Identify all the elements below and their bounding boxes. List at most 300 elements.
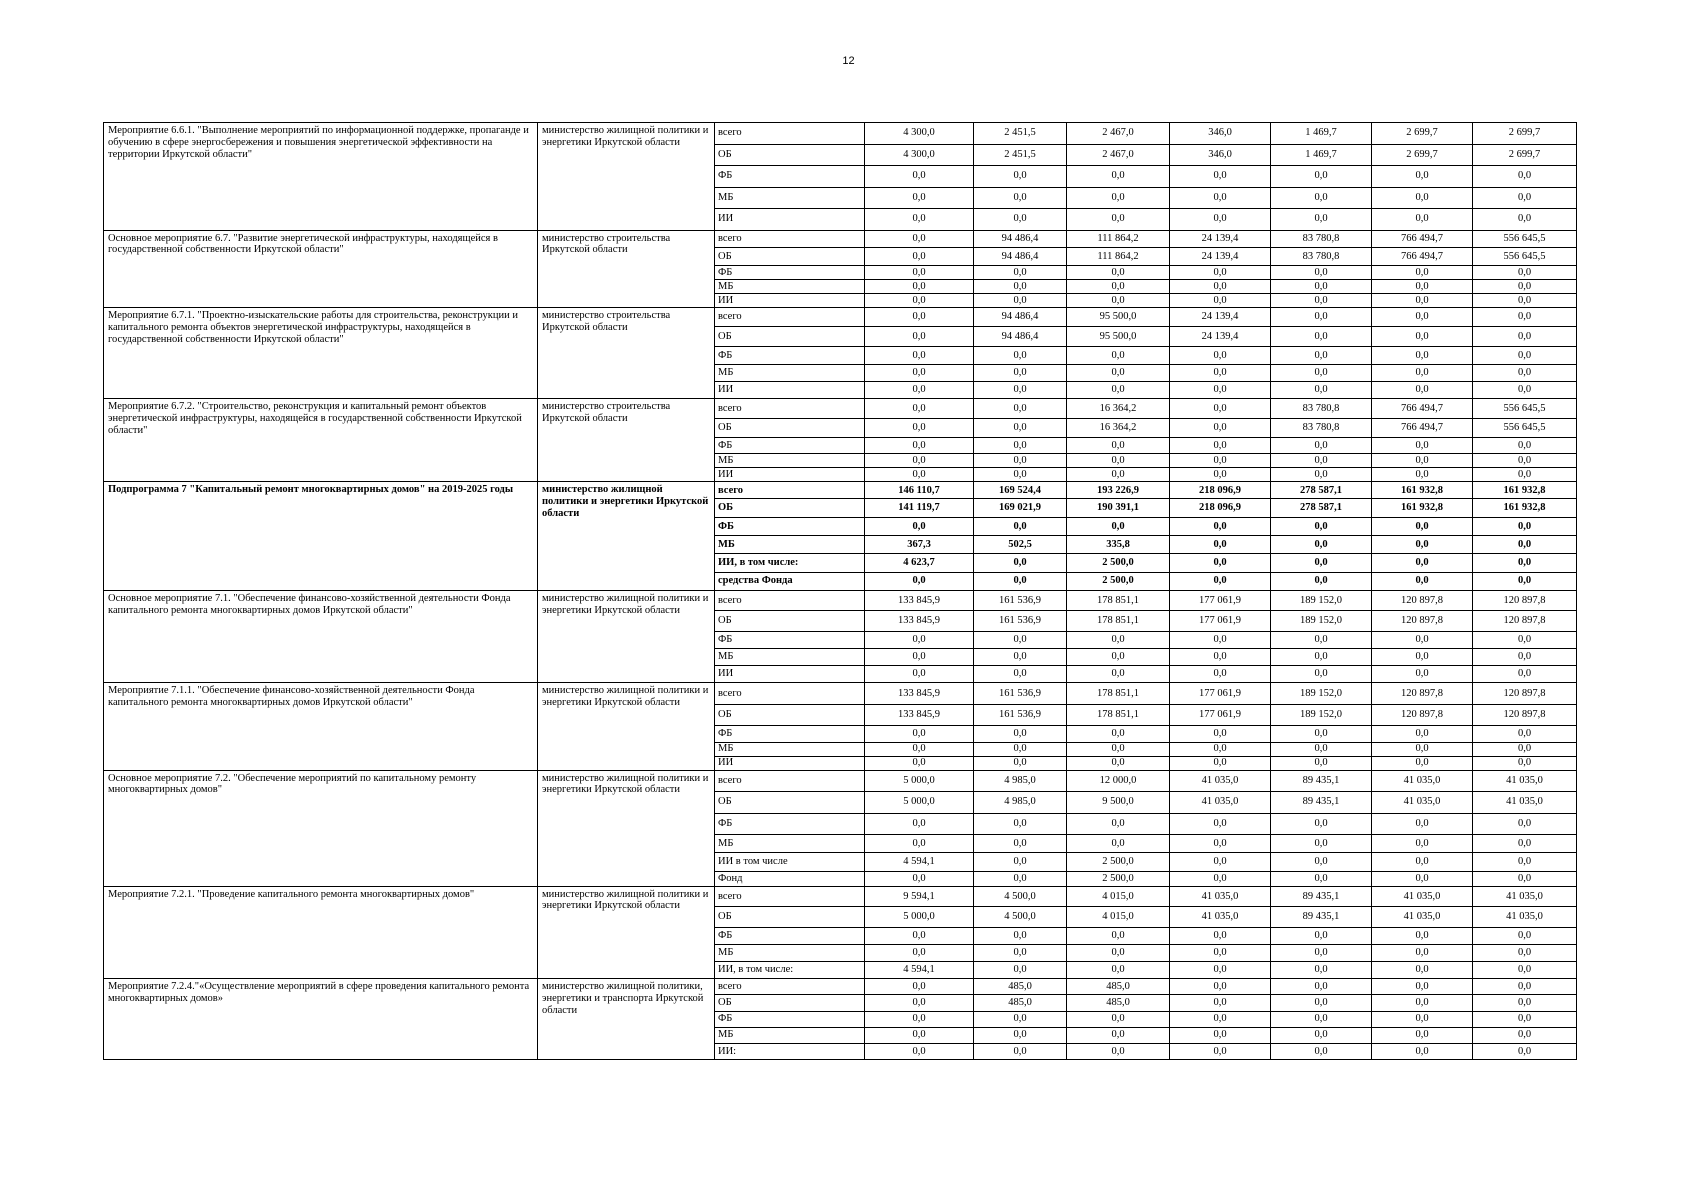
table-group: [104, 123, 1577, 231]
amount-cell: 0,0: [1473, 554, 1577, 572]
amount-cell: 0,0: [1170, 1043, 1271, 1059]
amount-cell: 41 035,0: [1473, 770, 1577, 792]
amount-cell: 218 096,9: [1170, 499, 1271, 517]
amount-cell: 0,0: [974, 266, 1067, 280]
amount-cell: 0,0: [1067, 346, 1170, 364]
funding-source: МБ: [715, 536, 865, 554]
amount-cell: 0,0: [1170, 813, 1271, 835]
amount-cell: 0,0: [1372, 517, 1473, 535]
funding-source: МБ: [715, 944, 865, 961]
amount-cell: 556 645,5: [1473, 230, 1577, 247]
funding-source: ОБ: [715, 144, 865, 166]
amount-cell: 485,0: [1067, 995, 1170, 1011]
amount-cell: 0,0: [1372, 382, 1473, 399]
funding-source: ФБ: [715, 517, 865, 535]
amount-cell: 41 035,0: [1473, 792, 1577, 814]
amount-cell: 193 226,9: [1067, 482, 1170, 499]
amount-cell: 0,0: [1170, 1027, 1271, 1043]
amount-cell: 4 500,0: [974, 907, 1067, 927]
funding-source: всего: [715, 886, 865, 906]
amount-cell: 0,0: [1170, 418, 1271, 437]
amount-cell: 0,0: [1170, 944, 1271, 961]
amount-cell: 0,0: [1271, 187, 1372, 209]
amount-cell: 0,0: [1067, 1011, 1170, 1027]
amount-cell: 0,0: [974, 294, 1067, 308]
amount-cell: 169 524,4: [974, 482, 1067, 499]
table-group: [104, 683, 1577, 770]
amount-cell: 0,0: [1473, 853, 1577, 871]
table-row: [104, 770, 1577, 792]
amount-cell: 0,0: [1170, 365, 1271, 382]
amount-cell: 0,0: [1372, 365, 1473, 382]
amount-cell: 0,0: [1067, 726, 1170, 742]
amount-cell: 0,0: [974, 649, 1067, 666]
amount-cell: 0,0: [1170, 572, 1271, 590]
amount-cell: 0,0: [1067, 517, 1170, 535]
amount-cell: 0,0: [1271, 572, 1372, 590]
amount-cell: 41 035,0: [1372, 886, 1473, 906]
amount-cell: 0,0: [1271, 853, 1372, 871]
amount-cell: 0,0: [974, 944, 1067, 961]
amount-cell: 0,0: [1271, 468, 1372, 482]
amount-cell: 0,0: [865, 209, 974, 231]
funding-source: всего: [715, 123, 865, 145]
amount-cell: 0,0: [1170, 517, 1271, 535]
amount-cell: 0,0: [1170, 209, 1271, 231]
amount-cell: 0,0: [1473, 927, 1577, 944]
amount-cell: 0,0: [1067, 280, 1170, 294]
amount-cell: 0,0: [1473, 1043, 1577, 1059]
amount-cell: 0,0: [1067, 438, 1170, 454]
amount-cell: 0,0: [1067, 468, 1170, 482]
amount-cell: 0,0: [865, 649, 974, 666]
amount-cell: 0,0: [1372, 468, 1473, 482]
funding-source: Фонд: [715, 871, 865, 886]
amount-cell: 2 500,0: [1067, 554, 1170, 572]
amount-cell: 0,0: [865, 365, 974, 382]
amount-cell: 0,0: [1067, 944, 1170, 961]
amount-cell: 4 594,1: [865, 853, 974, 871]
amount-cell: 0,0: [865, 742, 974, 756]
amount-cell: 161 932,8: [1473, 482, 1577, 499]
amount-cell: 0,0: [865, 266, 974, 280]
amount-cell: 0,0: [1473, 365, 1577, 382]
amount-cell: 0,0: [1271, 1027, 1372, 1043]
funding-source: ФБ: [715, 166, 865, 188]
amount-cell: 556 645,5: [1473, 399, 1577, 418]
table-row: [104, 308, 1577, 327]
funding-source: ИИ: [715, 468, 865, 482]
amount-cell: 0,0: [865, 572, 974, 590]
amount-cell: 0,0: [1271, 979, 1372, 995]
amount-cell: 556 645,5: [1473, 418, 1577, 437]
amount-cell: 161 536,9: [974, 590, 1067, 610]
table-row: [104, 123, 1577, 145]
responsible-org: министерство строительства Иркутской области: [538, 308, 715, 399]
amount-cell: 335,8: [1067, 536, 1170, 554]
amount-cell: 0,0: [1271, 666, 1372, 683]
measure-title: Подпрограмма 7 "Капитальный ремонт многоквартирных домов" на 2019-2025 годы: [104, 482, 538, 591]
amount-cell: 0,0: [865, 979, 974, 995]
responsible-org: министерство жилищной политики, энергетики и транспорта Иркутской области: [538, 979, 715, 1060]
amount-cell: 0,0: [974, 962, 1067, 979]
amount-cell: 0,0: [1271, 382, 1372, 399]
amount-cell: 89 435,1: [1271, 792, 1372, 814]
amount-cell: 0,0: [1170, 979, 1271, 995]
amount-cell: 133 845,9: [865, 590, 974, 610]
funding-source: всего: [715, 399, 865, 418]
amount-cell: 89 435,1: [1271, 907, 1372, 927]
amount-cell: 0,0: [1372, 813, 1473, 835]
amount-cell: 0,0: [1372, 995, 1473, 1011]
amount-cell: 0,0: [1372, 554, 1473, 572]
amount-cell: 1 469,7: [1271, 123, 1372, 145]
amount-cell: 0,0: [1170, 536, 1271, 554]
funding-source: ИИ: [715, 666, 865, 683]
amount-cell: 0,0: [1271, 438, 1372, 454]
amount-cell: 0,0: [865, 346, 974, 364]
amount-cell: 0,0: [1473, 536, 1577, 554]
amount-cell: 0,0: [1170, 871, 1271, 886]
amount-cell: 0,0: [1170, 666, 1271, 683]
amount-cell: 178 851,1: [1067, 683, 1170, 705]
funding-source: средства Фонда: [715, 572, 865, 590]
amount-cell: 0,0: [974, 554, 1067, 572]
amount-cell: 9 594,1: [865, 886, 974, 906]
amount-cell: 0,0: [865, 247, 974, 265]
amount-cell: 0,0: [865, 454, 974, 468]
amount-cell: 2 699,7: [1473, 123, 1577, 145]
amount-cell: 0,0: [865, 726, 974, 742]
funding-source: ФБ: [715, 266, 865, 280]
amount-cell: 0,0: [1372, 572, 1473, 590]
amount-cell: 41 035,0: [1170, 770, 1271, 792]
amount-cell: 0,0: [865, 1043, 974, 1059]
amount-cell: 41 035,0: [1170, 792, 1271, 814]
amount-cell: 94 486,4: [974, 247, 1067, 265]
funding-source: МБ: [715, 1027, 865, 1043]
amount-cell: 0,0: [1067, 962, 1170, 979]
amount-cell: 0,0: [1372, 1043, 1473, 1059]
amount-cell: 0,0: [1473, 756, 1577, 770]
amount-cell: 278 587,1: [1271, 499, 1372, 517]
amount-cell: 0,0: [974, 187, 1067, 209]
amount-cell: 0,0: [1473, 327, 1577, 346]
responsible-org: министерство жилищной политики и энергетики Иркутской области: [538, 482, 715, 591]
amount-cell: 0,0: [1372, 280, 1473, 294]
amount-cell: 0,0: [865, 944, 974, 961]
responsible-org: министерство жилищной политики и энергетики Иркутской области: [538, 590, 715, 683]
amount-cell: 83 780,8: [1271, 247, 1372, 265]
funding-source: ФБ: [715, 726, 865, 742]
amount-cell: 12 000,0: [1067, 770, 1170, 792]
amount-cell: 0,0: [974, 631, 1067, 648]
amount-cell: 4 015,0: [1067, 886, 1170, 906]
amount-cell: 2 451,5: [974, 144, 1067, 166]
amount-cell: 0,0: [865, 382, 974, 399]
funding-source: МБ: [715, 649, 865, 666]
amount-cell: 0,0: [1372, 1027, 1473, 1043]
amount-cell: 83 780,8: [1271, 230, 1372, 247]
amount-cell: 189 152,0: [1271, 611, 1372, 631]
amount-cell: 0,0: [1372, 726, 1473, 742]
amount-cell: 0,0: [974, 853, 1067, 871]
amount-cell: 0,0: [1271, 871, 1372, 886]
measure-title: Основное мероприятие 6.7. "Развитие энергетической инфраструктуры, находящейся в государственной собственности Иркутской области": [104, 230, 538, 307]
amount-cell: 24 139,4: [1170, 247, 1271, 265]
amount-cell: 177 061,9: [1170, 611, 1271, 631]
amount-cell: 161 536,9: [974, 704, 1067, 726]
funding-source: всего: [715, 979, 865, 995]
responsible-org: министерство жилищной политики и энергетики Иркутской области: [538, 770, 715, 886]
amount-cell: 0,0: [1473, 468, 1577, 482]
amount-cell: 0,0: [1067, 666, 1170, 683]
measure-title: Мероприятие 6.6.1. "Выполнение мероприятий по информационной поддержке, пропаганде и обучению в сфере энергосбережения и повышения энергетической эффективности на территории Иркутской области": [104, 123, 538, 231]
amount-cell: 0,0: [1271, 649, 1372, 666]
table-group: [104, 770, 1577, 886]
amount-cell: 177 061,9: [1170, 704, 1271, 726]
amount-cell: 0,0: [1473, 280, 1577, 294]
funding-source: ОБ: [715, 704, 865, 726]
funding-source: МБ: [715, 187, 865, 209]
amount-cell: 0,0: [1372, 944, 1473, 961]
amount-cell: 133 845,9: [865, 704, 974, 726]
funding-source: всего: [715, 308, 865, 327]
amount-cell: 0,0: [1372, 308, 1473, 327]
amount-cell: 0,0: [865, 1011, 974, 1027]
amount-cell: 0,0: [1170, 835, 1271, 853]
amount-cell: 0,0: [974, 835, 1067, 853]
amount-cell: 0,0: [1372, 327, 1473, 346]
amount-cell: 0,0: [1067, 209, 1170, 231]
amount-cell: 0,0: [1372, 853, 1473, 871]
amount-cell: 0,0: [1170, 927, 1271, 944]
amount-cell: 0,0: [1271, 944, 1372, 961]
funding-source: ФБ: [715, 1011, 865, 1027]
budget-table: [103, 122, 1577, 1060]
amount-cell: 4 623,7: [865, 554, 974, 572]
amount-cell: 161 536,9: [974, 683, 1067, 705]
funding-source: ОБ: [715, 792, 865, 814]
amount-cell: 0,0: [1271, 813, 1372, 835]
amount-cell: 0,0: [974, 382, 1067, 399]
amount-cell: 0,0: [1372, 187, 1473, 209]
amount-cell: 0,0: [865, 230, 974, 247]
amount-cell: 89 435,1: [1271, 770, 1372, 792]
amount-cell: 4 300,0: [865, 123, 974, 145]
amount-cell: 0,0: [974, 438, 1067, 454]
amount-cell: 0,0: [865, 187, 974, 209]
funding-source: всего: [715, 683, 865, 705]
amount-cell: 161 932,8: [1372, 499, 1473, 517]
amount-cell: 0,0: [1271, 742, 1372, 756]
amount-cell: 0,0: [1271, 726, 1372, 742]
table-row: [104, 886, 1577, 906]
amount-cell: 0,0: [1473, 1027, 1577, 1043]
amount-cell: 0,0: [865, 927, 974, 944]
amount-cell: 0,0: [1473, 572, 1577, 590]
amount-cell: 0,0: [1271, 756, 1372, 770]
amount-cell: 0,0: [1170, 346, 1271, 364]
amount-cell: 2 699,7: [1372, 144, 1473, 166]
responsible-org: министерство жилищной политики и энергетики Иркутской области: [538, 886, 715, 979]
amount-cell: 120 897,8: [1372, 590, 1473, 610]
amount-cell: 0,0: [865, 438, 974, 454]
amount-cell: 0,0: [1473, 187, 1577, 209]
amount-cell: 766 494,7: [1372, 418, 1473, 437]
funding-source: ИИ, в том числе:: [715, 554, 865, 572]
table-row: [104, 230, 1577, 247]
amount-cell: 0,0: [1271, 835, 1372, 853]
amount-cell: 556 645,5: [1473, 247, 1577, 265]
amount-cell: 41 035,0: [1372, 792, 1473, 814]
amount-cell: 0,0: [1170, 853, 1271, 871]
amount-cell: 0,0: [974, 1011, 1067, 1027]
funding-source: всего: [715, 770, 865, 792]
funding-source: ИИ: [715, 294, 865, 308]
amount-cell: 346,0: [1170, 123, 1271, 145]
responsible-org: министерство жилищной политики и энергетики Иркутской области: [538, 683, 715, 770]
amount-cell: 190 391,1: [1067, 499, 1170, 517]
amount-cell: 0,0: [1271, 517, 1372, 535]
funding-source: ИИ, в том числе:: [715, 962, 865, 979]
amount-cell: 0,0: [1067, 649, 1170, 666]
amount-cell: 0,0: [974, 871, 1067, 886]
amount-cell: 0,0: [974, 517, 1067, 535]
amount-cell: 0,0: [1067, 742, 1170, 756]
amount-cell: 0,0: [865, 631, 974, 648]
amount-cell: 0,0: [1372, 871, 1473, 886]
amount-cell: 0,0: [1473, 979, 1577, 995]
amount-cell: 0,0: [1067, 294, 1170, 308]
amount-cell: 0,0: [1473, 166, 1577, 188]
amount-cell: 0,0: [1067, 1043, 1170, 1059]
amount-cell: 89 435,1: [1271, 886, 1372, 906]
funding-source: ИИ: [715, 209, 865, 231]
amount-cell: 0,0: [1271, 166, 1372, 188]
amount-cell: 0,0: [865, 871, 974, 886]
funding-source: всего: [715, 590, 865, 610]
table-group: [104, 590, 1577, 683]
amount-cell: 0,0: [1473, 209, 1577, 231]
amount-cell: 0,0: [1372, 294, 1473, 308]
amount-cell: 0,0: [974, 418, 1067, 437]
amount-cell: 0,0: [1372, 756, 1473, 770]
funding-source: МБ: [715, 280, 865, 294]
amount-cell: 2 500,0: [1067, 572, 1170, 590]
amount-cell: 0,0: [1372, 927, 1473, 944]
amount-cell: 0,0: [1473, 666, 1577, 683]
amount-cell: 0,0: [1473, 517, 1577, 535]
amount-cell: 346,0: [1170, 144, 1271, 166]
amount-cell: 0,0: [1170, 266, 1271, 280]
amount-cell: 0,0: [974, 1027, 1067, 1043]
amount-cell: 4 015,0: [1067, 907, 1170, 927]
amount-cell: 502,5: [974, 536, 1067, 554]
amount-cell: 485,0: [1067, 979, 1170, 995]
amount-cell: 189 152,0: [1271, 704, 1372, 726]
amount-cell: 4 985,0: [974, 770, 1067, 792]
amount-cell: 0,0: [865, 1027, 974, 1043]
amount-cell: 0,0: [1473, 995, 1577, 1011]
amount-cell: 0,0: [865, 166, 974, 188]
amount-cell: 41 035,0: [1473, 886, 1577, 906]
table-group: [104, 399, 1577, 482]
amount-cell: 0,0: [1473, 308, 1577, 327]
amount-cell: 0,0: [865, 468, 974, 482]
amount-cell: 0,0: [1473, 294, 1577, 308]
amount-cell: 0,0: [1067, 454, 1170, 468]
amount-cell: 0,0: [1271, 365, 1372, 382]
amount-cell: 24 139,4: [1170, 230, 1271, 247]
funding-source: ИИ: [715, 382, 865, 399]
amount-cell: 0,0: [1473, 649, 1577, 666]
table-row: [104, 979, 1577, 995]
amount-cell: 0,0: [1067, 835, 1170, 853]
amount-cell: 0,0: [1473, 944, 1577, 961]
table-group: [104, 482, 1577, 591]
amount-cell: 0,0: [1170, 294, 1271, 308]
table-row: [104, 482, 1577, 499]
amount-cell: 0,0: [1170, 726, 1271, 742]
amount-cell: 0,0: [1067, 813, 1170, 835]
amount-cell: 120 897,8: [1473, 590, 1577, 610]
amount-cell: 0,0: [1271, 327, 1372, 346]
funding-source: ОБ: [715, 247, 865, 265]
amount-cell: 169 021,9: [974, 499, 1067, 517]
amount-cell: 189 152,0: [1271, 683, 1372, 705]
amount-cell: 2 451,5: [974, 123, 1067, 145]
amount-cell: 0,0: [1473, 438, 1577, 454]
amount-cell: 0,0: [865, 308, 974, 327]
amount-cell: 218 096,9: [1170, 482, 1271, 499]
amount-cell: 0,0: [1271, 294, 1372, 308]
amount-cell: 0,0: [1271, 927, 1372, 944]
amount-cell: 0,0: [1170, 399, 1271, 418]
amount-cell: 111 864,2: [1067, 247, 1170, 265]
amount-cell: 0,0: [974, 399, 1067, 418]
amount-cell: 0,0: [1473, 382, 1577, 399]
amount-cell: 41 035,0: [1372, 907, 1473, 927]
amount-cell: 278 587,1: [1271, 482, 1372, 499]
funding-source: ФБ: [715, 631, 865, 648]
amount-cell: 0,0: [974, 346, 1067, 364]
amount-cell: 0,0: [1473, 1011, 1577, 1027]
amount-cell: 161 932,8: [1473, 499, 1577, 517]
measure-title: Мероприятие 7.2.1. "Проведение капитального ремонта многоквартирных домов": [104, 886, 538, 979]
amount-cell: 0,0: [1170, 454, 1271, 468]
amount-cell: 161 536,9: [974, 611, 1067, 631]
measure-title: Мероприятие 7.1.1. "Обеспечение финансово-хозяйственной деятельности Фонда капитального ремонта многоквартирных домов Иркутской области": [104, 683, 538, 770]
amount-cell: 0,0: [865, 418, 974, 437]
amount-cell: 133 845,9: [865, 611, 974, 631]
amount-cell: 177 061,9: [1170, 683, 1271, 705]
amount-cell: 0,0: [1372, 346, 1473, 364]
amount-cell: 0,0: [865, 399, 974, 418]
amount-cell: 0,0: [1473, 346, 1577, 364]
amount-cell: 2 500,0: [1067, 853, 1170, 871]
table-group: [104, 979, 1577, 1060]
amount-cell: 0,0: [974, 742, 1067, 756]
amount-cell: 0,0: [1067, 631, 1170, 648]
amount-cell: 0,0: [1271, 1011, 1372, 1027]
amount-cell: 0,0: [974, 572, 1067, 590]
amount-cell: 120 897,8: [1473, 611, 1577, 631]
amount-cell: 178 851,1: [1067, 704, 1170, 726]
funding-source: ФБ: [715, 346, 865, 364]
funding-source: ОБ: [715, 995, 865, 1011]
amount-cell: 0,0: [1271, 631, 1372, 648]
